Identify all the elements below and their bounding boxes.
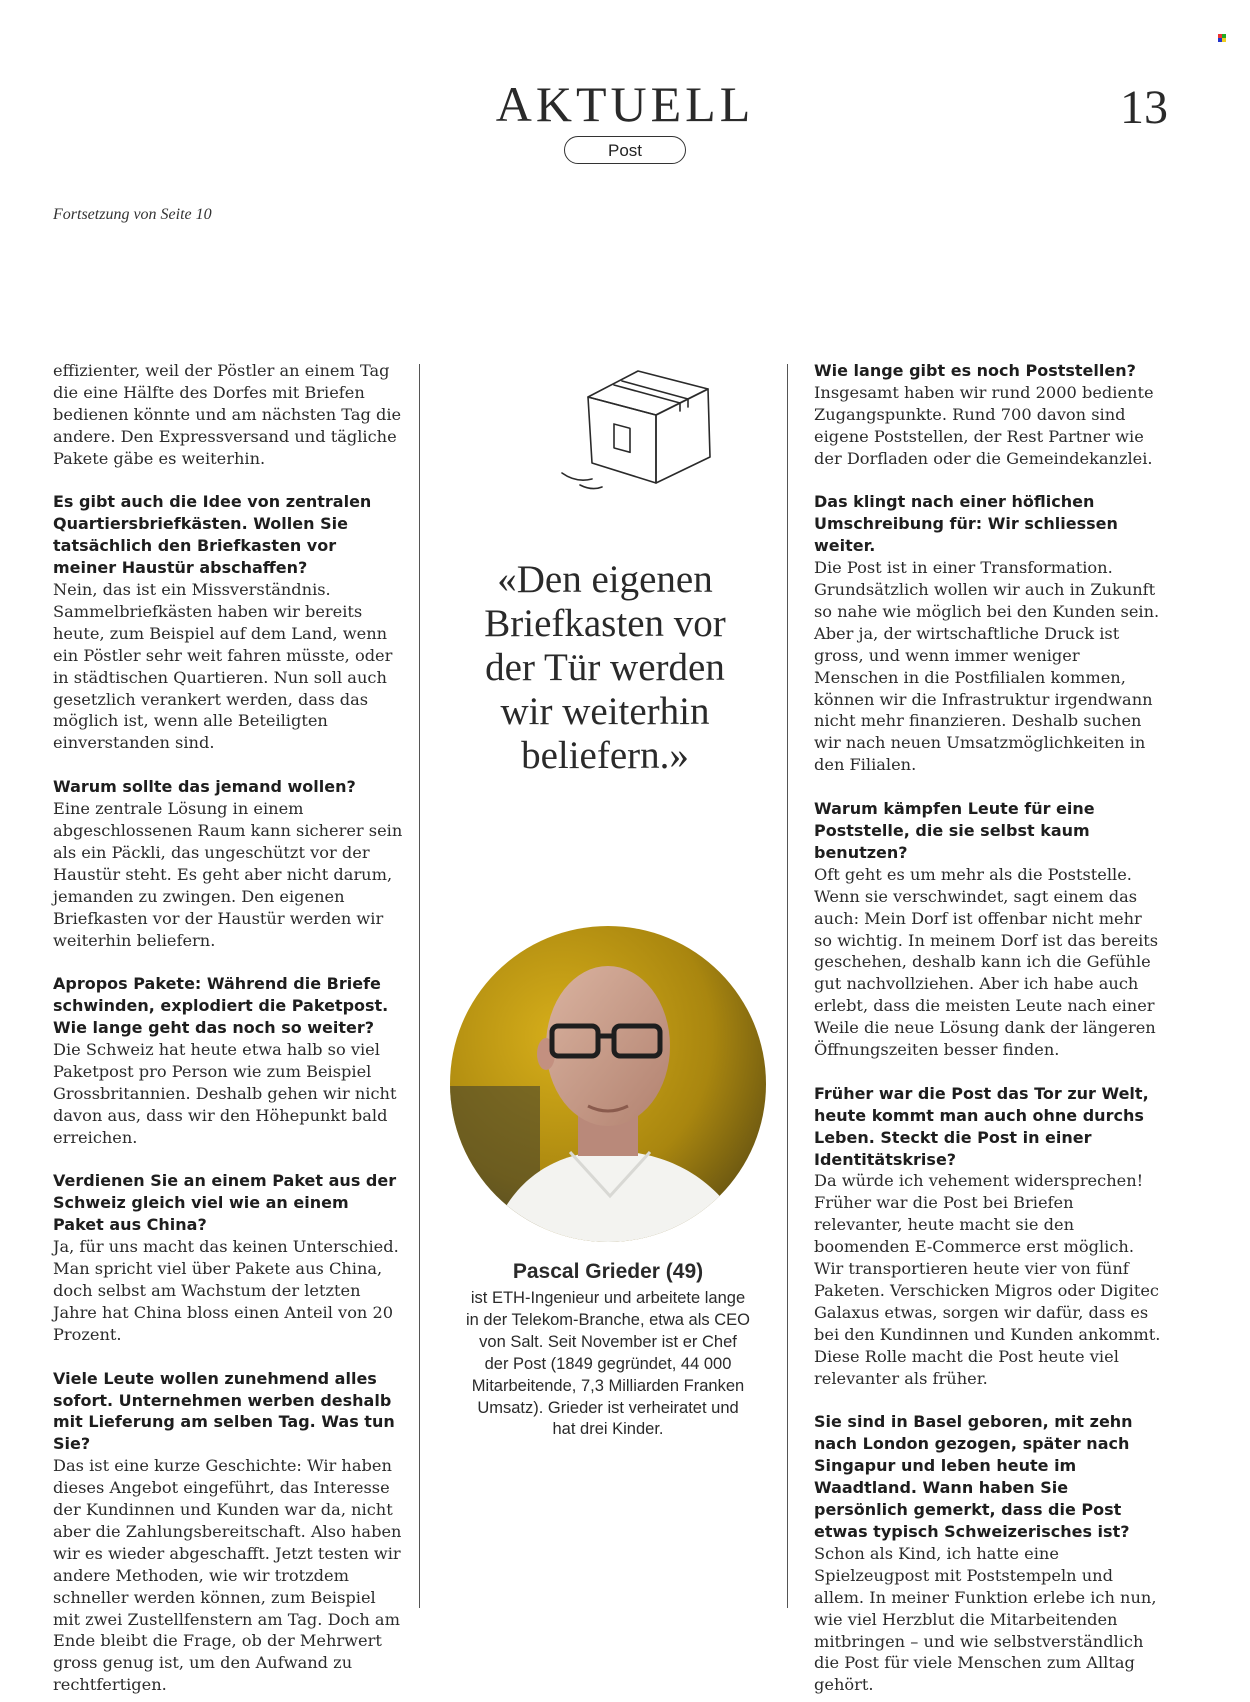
interview-answer: Ja, für uns macht das keinen Unterschied. Man spricht viel über Pakete aus China, doch selbst am Wachstum der letzten Jahre hat China bloss einen Anteil von 20 Prozent. <box>53 1237 399 1344</box>
interview-answer: Die Post ist in einer Transformation. Grundsätzlich wollen wir auch in Zukunft so nahe wie möglich bei den Kunden sein. Aber ja, der wirtschaftliche Druck ist gross, und wenn immer weniger Menschen in die Postfilialen kommen, können wir die Infrastruktur irgendwann nicht mehr finanzieren. Deshalb suchen wir nach neuen Umsatzmöglichkeiten in den Filialen. <box>814 558 1160 775</box>
right-text-column <box>814 360 1164 1696</box>
interview-question: Wie lange gibt es noch Poststellen? <box>814 361 1136 380</box>
interview-answer: Insgesamt haben wir rund 2000 bediente Zugangspunkte. Rund 700 davon sind eigene Poststellen, der Rest Partner wie der Dorfladen oder die Gemeindekanzlei. <box>814 382 1154 468</box>
parcel-box-icon <box>558 365 728 495</box>
continuation-note: Fortsetzung von Seite 10 <box>53 206 212 223</box>
interview-answer: Da würde ich vehement widersprechen! Früher war die Post bei Briefen relevanter, heute macht sie den boomenden E-Commerce erst möglich. Wir transportieren heute vier von fünf Paketen. Verschicken Migros oder Digitec Galaxus etwas, sorgen wir dafür, dass es bei den Kundinnen und Kunden ankommt. Diese Rolle macht die Post heute viel relevanter als früher. <box>814 1171 1161 1388</box>
interview-question: Warum kämpfen Leute für eine Poststelle, die sie selbst kaum benutzen? <box>814 799 1095 862</box>
column-divider <box>787 364 788 1608</box>
interview-answer: effizienter, weil der Pöstler an einem Tag die eine Hälfte des Dorfes mit Briefen bedienen könnte und am nächsten Tag die andere. Den Expressversand und tägliche Pakete gäbe es weiterhin. <box>53 361 402 468</box>
interview-question: Verdienen Sie an einem Paket aus der Schweiz gleich viel wie an einem Paket aus China? <box>53 1171 397 1235</box>
corner-color-mark <box>1218 34 1226 42</box>
interview-answer: Oft geht es um mehr als die Poststelle. Wenn sie verschwindet, sagt einem das auch: Mein Dorf ist offenbar nicht mehr so wichtig. In meinem Dorf ist das bereits geschehen, deshalb kann ich die Gefühle gut nachvollziehen. Aber ich habe auch erlebt, dass die meisten Leute nach einer Weile die neue Lösung dank der längeren Öffnungszeiten besser finden. <box>814 864 1159 1060</box>
bio-box <box>466 1258 750 1441</box>
interview-question: Früher war die Post das Tor zur Welt, heute kommt man auch ohne durchs Leben. Steckt die Post in einer Identitätskrise? <box>814 1083 1149 1169</box>
interview-question: Das klingt nach einer höflichen Umschreibung für: Wir schliessen weiter. <box>814 492 1118 556</box>
interview-answer: Schon als Kind, ich hatte eine Spielzeugpost mit Poststempeln und allem. In meiner Funktion erlebe ich nun, wie viel Herzblut die Mitarbeitenden mitbringen – und wie selbstverständlich die Post für viele Menschen zum Alltag gehört. <box>814 1543 1157 1695</box>
pull-quote: «Den eigenen Briefkasten vor der Tür werden wir weiterhin beliefern.» <box>484 558 726 777</box>
section-tag: Post <box>564 136 686 164</box>
bio-text: ist ETH-Ingenieur und arbeitete lange in der Telekom-Branche, etwa als CEO von Salt. Seit November ist er Chef der Post (1849 gegründet, 44 000 Mitarbeitende, 7,3 Milliarden Franken Umsatz). Grieder ist verheiratet und hat drei Kinder. <box>466 1289 750 1439</box>
interview-answer: Das ist eine kurze Geschichte: Wir haben dieses Angebot eingeführt, das Interesse der Kundinnen und Kunden war da, nicht aber die Zahlungsbereitschaft. Also haben wir es wieder abgeschafft. Jetzt testen wir andere Methoden, wie wir trotzdem schneller werden können, zum Beispiel mit zwei Zustellfenstern am Tag. Doch am Ende bleibt die Frage, ob der Mehrwert gross genug ist, um den Aufwand zu rechtfertigen. <box>53 1456 402 1695</box>
portrait-photo <box>450 926 766 1242</box>
interview-answer: Eine zentrale Lösung in einem abgeschlossenen Raum kann sicherer sein als ein Päckli, das ungeschützt vor der Haustür steht. Es geht aber nicht darum, jemanden zu zwingen. Den eigenen Briefkasten vor der Haustür werden wir weiterhin beliefern. <box>53 799 403 950</box>
interview-answer: Die Schweiz hat heute etwa halb so viel Paketpost pro Person wie zum Beispiel Grossbritannien. Deshalb gehen wir nicht davon aus, dass wir den Höhepunkt bald erreichen. <box>53 1040 397 1147</box>
section-title: AKTUELL <box>495 76 755 132</box>
interview-question: Warum sollte das jemand wollen? <box>53 777 356 797</box>
page-number: 13 <box>1120 81 1168 134</box>
column-divider <box>419 364 420 1608</box>
left-text-column <box>53 360 403 1696</box>
bio-name: Pascal Grieder (49) <box>512 1260 704 1283</box>
interview-question: Viele Leute wollen zunehmend alles sofort. Unternehmen werben deshalb mit Lieferung am selben Tag. Was tun Sie? <box>53 1368 395 1454</box>
interview-question: Apropos Pakete: Während die Briefe schwinden, explodiert die Paketpost. Wie lange geht das noch so weiter? <box>53 974 389 1038</box>
interview-question: Sie sind in Basel geboren, mit zehn nach London gezogen, später nach Singapur und leben heute im Waadtland. Wann haben Sie persönlich gemerkt, dass die Post etwas typisch Schweizerisches ist? <box>814 1412 1133 1541</box>
interview-question: Es gibt auch die Idee von zentralen Quartiersbriefkästen. Wollen Sie tatsächlich den Briefkasten vor meiner Haustür abschaffen? <box>53 492 372 578</box>
interview-answer: Nein, das ist ein Missverständnis. Sammelbriefkästen haben wir bereits heute, zum Beispiel auf dem Land, wenn ein Pöstler sehr weit fahren müsste, oder in städtischen Quartieren. Nun soll auch gesetzlich verankert werden, dass das möglich ist, wenn alle Beteiligten einverstanden sind. <box>53 580 393 753</box>
